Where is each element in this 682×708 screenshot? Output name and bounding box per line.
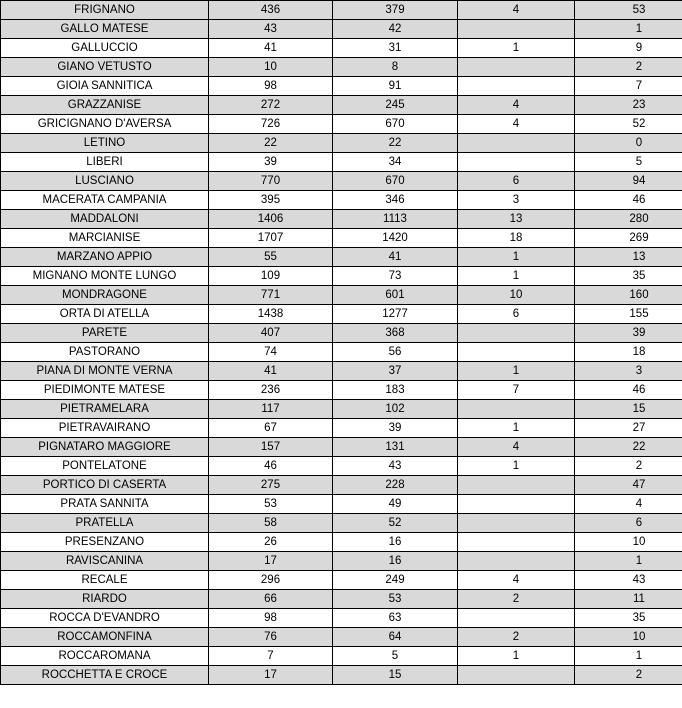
table-row <box>1 134 682 153</box>
table-cell-col3: 1 <box>458 419 575 438</box>
table-cell-col4: 35 <box>575 609 682 628</box>
table-cell-col3 <box>458 476 575 495</box>
table-cell-col4: 94 <box>575 172 682 191</box>
table-cell-col2: 15 <box>333 666 458 685</box>
table-cell-col3 <box>458 20 575 39</box>
table-cell-col4: 5 <box>575 153 682 172</box>
table-cell-col2: 64 <box>333 628 458 647</box>
table-cell-col2: 346 <box>333 191 458 210</box>
table-cell-col1: 726 <box>209 115 333 134</box>
table-row <box>1 77 682 96</box>
table-cell-col2: 249 <box>333 571 458 590</box>
table-cell-col2: 1420 <box>333 229 458 248</box>
table-cell-col4: 1 <box>575 647 682 666</box>
table-cell-col1: 272 <box>209 96 333 115</box>
table-row <box>1 286 682 305</box>
table-cell-col4: 155 <box>575 305 682 324</box>
table-cell-comune: GRICIGNANO D'AVERSA <box>1 115 209 134</box>
table-cell-col1: 26 <box>209 533 333 552</box>
table-cell-comune: PARETE <box>1 324 209 343</box>
table-cell-col3: 1 <box>458 267 575 286</box>
table-cell-col4: 2 <box>575 666 682 685</box>
table-cell-col1: 395 <box>209 191 333 210</box>
table-cell-col2: 102 <box>333 400 458 419</box>
table-cell-comune: RECALE <box>1 571 209 590</box>
table-cell-comune: MARCIANISE <box>1 229 209 248</box>
table-row <box>1 58 682 77</box>
table-cell-col2: 368 <box>333 324 458 343</box>
table-cell-col2: 1277 <box>333 305 458 324</box>
table-cell-col3: 6 <box>458 305 575 324</box>
table-cell-col2: 16 <box>333 533 458 552</box>
table-cell-col1: 10 <box>209 58 333 77</box>
table-cell-col1: 58 <box>209 514 333 533</box>
table-cell-col1: 53 <box>209 495 333 514</box>
table-row <box>1 267 682 286</box>
table-cell-col4: 2 <box>575 58 682 77</box>
table-cell-col2: 37 <box>333 362 458 381</box>
table-cell-col1: 771 <box>209 286 333 305</box>
table-cell-col4: 27 <box>575 419 682 438</box>
table-row <box>1 305 682 324</box>
table-cell-col2: 16 <box>333 552 458 571</box>
table-row <box>1 457 682 476</box>
table-cell-col3 <box>458 514 575 533</box>
table-cell-col4: 35 <box>575 267 682 286</box>
table-cell-col1: 55 <box>209 248 333 267</box>
table-cell-comune: MONDRAGONE <box>1 286 209 305</box>
table-cell-col3: 4 <box>458 115 575 134</box>
table-cell-col1: 1406 <box>209 210 333 229</box>
table-cell-col4: 269 <box>575 229 682 248</box>
table-cell-col2: 228 <box>333 476 458 495</box>
table-cell-col2: 91 <box>333 77 458 96</box>
table-cell-col4: 10 <box>575 533 682 552</box>
table-cell-col1: 66 <box>209 590 333 609</box>
table-cell-col3 <box>458 77 575 96</box>
table-cell-col4: 7 <box>575 77 682 96</box>
table-row <box>1 495 682 514</box>
table-cell-col4: 13 <box>575 248 682 267</box>
table-cell-col2: 245 <box>333 96 458 115</box>
table-cell-col3: 10 <box>458 286 575 305</box>
table-cell-comune: GALLO MATESE <box>1 20 209 39</box>
table-cell-col4: 46 <box>575 381 682 400</box>
table-cell-col3: 4 <box>458 1 575 20</box>
table-row <box>1 533 682 552</box>
table-cell-col1: 43 <box>209 20 333 39</box>
table-cell-col4: 2 <box>575 457 682 476</box>
table-cell-col2: 34 <box>333 153 458 172</box>
table-cell-col3: 1 <box>458 248 575 267</box>
table-cell-col1: 436 <box>209 1 333 20</box>
table-cell-comune: GIANO VETUSTO <box>1 58 209 77</box>
table-cell-col2: 183 <box>333 381 458 400</box>
table-cell-comune: PONTELATONE <box>1 457 209 476</box>
table-cell-col4: 1 <box>575 20 682 39</box>
table-row <box>1 229 682 248</box>
table-cell-col3: 7 <box>458 381 575 400</box>
table-cell-col2: 41 <box>333 248 458 267</box>
table-cell-col2: 56 <box>333 343 458 362</box>
table-cell-col3: 2 <box>458 590 575 609</box>
table-cell-comune: GIOIA SANNITICA <box>1 77 209 96</box>
table-row <box>1 552 682 571</box>
table-cell-col2: 49 <box>333 495 458 514</box>
table-cell-col3 <box>458 400 575 419</box>
table-row <box>1 324 682 343</box>
table-cell-comune: MADDALONI <box>1 210 209 229</box>
table-cell-col4: 53 <box>575 1 682 20</box>
table-cell-col1: 98 <box>209 77 333 96</box>
table-cell-col1: 117 <box>209 400 333 419</box>
table-cell-col3 <box>458 666 575 685</box>
table-row <box>1 248 682 267</box>
table-cell-col3 <box>458 58 575 77</box>
table-cell-col4: 160 <box>575 286 682 305</box>
table-cell-comune: PIEDIMONTE MATESE <box>1 381 209 400</box>
table-cell-comune: ROCCA D'EVANDRO <box>1 609 209 628</box>
table-cell-col4: 3 <box>575 362 682 381</box>
table-row <box>1 419 682 438</box>
table-cell-comune: RIARDO <box>1 590 209 609</box>
table-cell-col4: 23 <box>575 96 682 115</box>
table-cell-col1: 1438 <box>209 305 333 324</box>
table-cell-col1: 39 <box>209 153 333 172</box>
table-row <box>1 153 682 172</box>
table-row <box>1 476 682 495</box>
table-cell-col3: 4 <box>458 438 575 457</box>
table-cell-col2: 39 <box>333 419 458 438</box>
table-cell-col1: 770 <box>209 172 333 191</box>
table-cell-col2: 1113 <box>333 210 458 229</box>
table-cell-col4: 11 <box>575 590 682 609</box>
table-cell-comune: MACERATA CAMPANIA <box>1 191 209 210</box>
table-row <box>1 172 682 191</box>
table-cell-comune: LIBERI <box>1 153 209 172</box>
table-cell-col3 <box>458 552 575 571</box>
table-cell-col3: 1 <box>458 647 575 666</box>
table-cell-comune: PIGNATARO MAGGIORE <box>1 438 209 457</box>
table-cell-col2: 53 <box>333 590 458 609</box>
table-cell-col1: 296 <box>209 571 333 590</box>
table-cell-col4: 43 <box>575 571 682 590</box>
table-cell-comune: MIGNANO MONTE LUNGO <box>1 267 209 286</box>
table-cell-col1: 1707 <box>209 229 333 248</box>
table-row <box>1 362 682 381</box>
table-cell-col1: 17 <box>209 552 333 571</box>
table-cell-col4: 18 <box>575 343 682 362</box>
table-cell-col2: 43 <box>333 457 458 476</box>
table-cell-col1: 41 <box>209 39 333 58</box>
table-row <box>1 666 682 685</box>
table-cell-col3: 1 <box>458 457 575 476</box>
table-row <box>1 438 682 457</box>
table-cell-col2: 131 <box>333 438 458 457</box>
table-row <box>1 400 682 419</box>
table-cell-col3: 1 <box>458 39 575 58</box>
table-cell-col1: 41 <box>209 362 333 381</box>
table-row <box>1 571 682 590</box>
table-cell-col2: 52 <box>333 514 458 533</box>
table-cell-comune: FRIGNANO <box>1 1 209 20</box>
table-row <box>1 191 682 210</box>
table-cell-col3: 13 <box>458 210 575 229</box>
table-cell-col1: 407 <box>209 324 333 343</box>
table-cell-col3 <box>458 495 575 514</box>
table-cell-comune: LUSCIANO <box>1 172 209 191</box>
table-cell-col3: 2 <box>458 628 575 647</box>
table-cell-col3: 1 <box>458 362 575 381</box>
table-cell-col3 <box>458 134 575 153</box>
table-cell-col4: 6 <box>575 514 682 533</box>
table-cell-col3: 3 <box>458 191 575 210</box>
table-row <box>1 96 682 115</box>
table-cell-col3 <box>458 533 575 552</box>
table-cell-col1: 46 <box>209 457 333 476</box>
table-cell-col1: 98 <box>209 609 333 628</box>
table-cell-col4: 10 <box>575 628 682 647</box>
table-cell-comune: GALLUCCIO <box>1 39 209 58</box>
table-cell-col4: 0 <box>575 134 682 153</box>
table-cell-col1: 236 <box>209 381 333 400</box>
table-cell-col1: 76 <box>209 628 333 647</box>
table-row <box>1 20 682 39</box>
table-cell-comune: ROCCHETTA E CROCE <box>1 666 209 685</box>
table-cell-col2: 22 <box>333 134 458 153</box>
table-cell-col2: 670 <box>333 172 458 191</box>
table-cell-col2: 601 <box>333 286 458 305</box>
table-cell-col3: 4 <box>458 571 575 590</box>
table-cell-col4: 22 <box>575 438 682 457</box>
table-cell-col3: 4 <box>458 96 575 115</box>
table-cell-col2: 8 <box>333 58 458 77</box>
table-cell-col4: 4 <box>575 495 682 514</box>
table-row <box>1 628 682 647</box>
table-row <box>1 39 682 58</box>
table-row <box>1 514 682 533</box>
table-cell-comune: PIANA DI MONTE VERNA <box>1 362 209 381</box>
table-cell-col2: 63 <box>333 609 458 628</box>
table-cell-col1: 67 <box>209 419 333 438</box>
table-cell-comune: RAVISCANINA <box>1 552 209 571</box>
table-cell-comune: PORTICO DI CASERTA <box>1 476 209 495</box>
table-cell-col4: 47 <box>575 476 682 495</box>
table-cell-col4: 1 <box>575 552 682 571</box>
table-body <box>1 1 682 685</box>
table-cell-col2: 31 <box>333 39 458 58</box>
table-cell-col3 <box>458 343 575 362</box>
table-cell-col4: 9 <box>575 39 682 58</box>
table-cell-col4: 46 <box>575 191 682 210</box>
table-cell-comune: GRAZZANISE <box>1 96 209 115</box>
table-cell-col3: 6 <box>458 172 575 191</box>
table-cell-col2: 5 <box>333 647 458 666</box>
table-row <box>1 210 682 229</box>
table-cell-col2: 42 <box>333 20 458 39</box>
table-row <box>1 1 682 20</box>
table-cell-col3 <box>458 153 575 172</box>
table-cell-col3 <box>458 324 575 343</box>
table-cell-col4: 52 <box>575 115 682 134</box>
table-cell-col1: 22 <box>209 134 333 153</box>
table-cell-col1: 74 <box>209 343 333 362</box>
table-cell-comune: PRATELLA <box>1 514 209 533</box>
table-cell-comune: ORTA DI ATELLA <box>1 305 209 324</box>
table-row <box>1 343 682 362</box>
table-cell-col4: 280 <box>575 210 682 229</box>
table-row <box>1 590 682 609</box>
table-cell-col3 <box>458 609 575 628</box>
table-cell-comune: LETINO <box>1 134 209 153</box>
table-row <box>1 115 682 134</box>
table-cell-col1: 157 <box>209 438 333 457</box>
table-cell-comune: PRATA SANNITA <box>1 495 209 514</box>
table-cell-col2: 73 <box>333 267 458 286</box>
table-cell-col4: 39 <box>575 324 682 343</box>
table-cell-comune: PIETRAVAIRANO <box>1 419 209 438</box>
table-cell-comune: PIETRAMELARA <box>1 400 209 419</box>
table-cell-comune: ROCCAROMANA <box>1 647 209 666</box>
table-cell-col1: 17 <box>209 666 333 685</box>
table-row <box>1 381 682 400</box>
table-cell-col2: 379 <box>333 1 458 20</box>
table-cell-col3: 18 <box>458 229 575 248</box>
table-cell-col1: 109 <box>209 267 333 286</box>
table-row <box>1 647 682 666</box>
table-cell-comune: MARZANO APPIO <box>1 248 209 267</box>
table-cell-col4: 15 <box>575 400 682 419</box>
table-cell-col2: 670 <box>333 115 458 134</box>
table-cell-comune: PASTORANO <box>1 343 209 362</box>
table-row <box>1 609 682 628</box>
table-cell-col1: 275 <box>209 476 333 495</box>
table-cell-col1: 7 <box>209 647 333 666</box>
table-cell-comune: ROCCAMONFINA <box>1 628 209 647</box>
table-cell-comune: PRESENZANO <box>1 533 209 552</box>
